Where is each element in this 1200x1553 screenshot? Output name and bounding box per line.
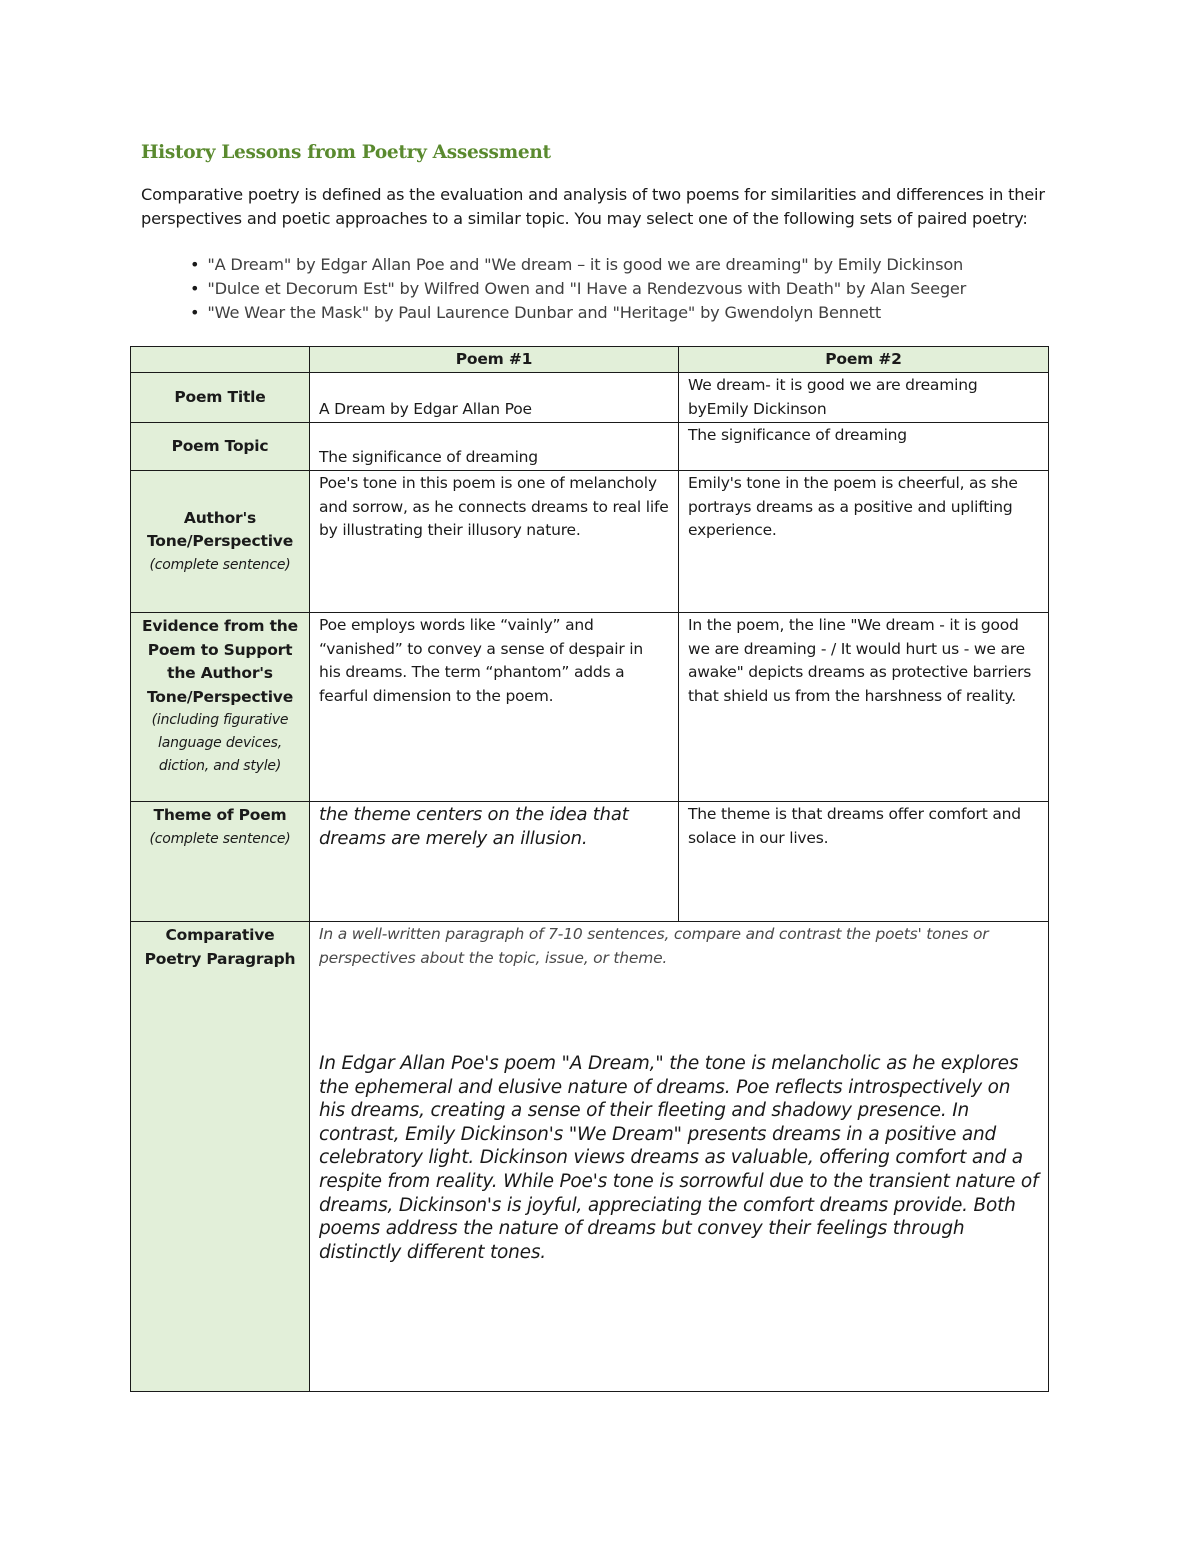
- poem1-evidence-cell[interactable]: Poe employs words like “vainly” and “vanished” to convey a sense of despair in his dreams. The term “phantom” adds a fearful dimension to the poem.: [310, 613, 679, 802]
- table-row: [131, 613, 1049, 802]
- poem2-tone-cell[interactable]: Emily's tone in the poem is cheerful, as she portrays dreams as a positive and uplifting experience.: [679, 471, 1049, 613]
- table-row: [131, 373, 1049, 423]
- list-item: • "A Dream" by Edgar Allan Poe and "We dream – it is good we are dreaming" by Emily Dickinson: [190, 253, 966, 277]
- poem1-topic-cell[interactable]: The significance of dreaming: [310, 423, 679, 471]
- row-label-theme-hint: (complete sentence): [149, 830, 291, 847]
- list-item: • "We Wear the Mask" by Paul Laurence Dunbar and "Heritage" by Gwendolyn Bennett: [190, 301, 966, 325]
- poem2-title-cell[interactable]: We dream- it is good we are dreaming byEmily Dickinson: [679, 373, 1049, 423]
- comparison-table: [130, 346, 1049, 1392]
- poem1-title-cell[interactable]: A Dream by Edgar Allan Poe: [310, 373, 679, 423]
- table-row: [131, 471, 1049, 613]
- poem1-tone-cell[interactable]: Poe's tone in this poem is one of melancholy and sorrow, as he connects dreams to real life by illustrating their illusory nature.: [310, 471, 679, 613]
- poem-pair-list: [190, 253, 966, 325]
- row-label-tone: Author's Tone/Perspective (complete sentence): [131, 471, 310, 613]
- page-title: History Lessons from Poetry Assessment: [141, 142, 551, 163]
- row-label-evidence-hint: (including figurative language devices, diction, and style): [151, 712, 289, 774]
- poem2-header: Poem #2: [679, 347, 1049, 373]
- poem2-theme-cell[interactable]: The theme is that dreams offer comfort and solace in our lives.: [679, 802, 1049, 922]
- list-item: • "Dulce et Decorum Est" by Wilfred Owen and "I Have a Rendezvous with Death" by Alan Seeger: [190, 277, 966, 301]
- table-row: [131, 423, 1049, 471]
- table-row: [131, 802, 1049, 922]
- row-label-title: Poem Title: [131, 373, 310, 423]
- corner-cell: [131, 347, 310, 373]
- paragraph-answer[interactable]: In Edgar Allan Poe's poem "A Dream," the tone is melancholic as he explores the ephemeral and elusive nature of dreams. Poe reflects introspectively on his dreams, creating a sense of their fleeting and shadowy presence. In contrast, Emily Dickinson's "We Dream" presents dreams in a positive and celebratory light. Dickinson views dreams as valuable, offering comfort and a respite from reality. While Poe's tone is sorrowful due to the transient nature of dreams, Dickinson's is joyful, appreciating the comfort dreams provide. Both poems address the nature of dreams but convey their feelings through distinctly different tones.: [319, 1053, 1039, 1263]
- row-label-paragraph: Comparative Poetry Paragraph: [131, 922, 310, 1392]
- header-row: [131, 347, 1049, 373]
- intro-paragraph: Comparative poetry is defined as the evaluation and analysis of two poems for similarities and differences in their perspectives and poetic approaches to a similar topic. You may select one of the following sets of paired poetry:: [141, 185, 1045, 228]
- poem2-evidence-cell[interactable]: In the poem, the line "We dream - it is good we are dreaming - / It would hurt us - we are awake" depicts dreams as protective barriers that shield us from the harshness of reality.: [679, 613, 1049, 802]
- poem1-header: Poem #1: [310, 347, 679, 373]
- poem1-theme-cell[interactable]: the theme centers on the idea that dreams are merely an illusion.: [310, 802, 679, 922]
- table-row: [131, 922, 1049, 1392]
- row-label-topic: Poem Topic: [131, 423, 310, 471]
- row-label-evidence: Evidence from the Poem to Support the Author's Tone/Perspective (including figurative language devices, diction, and style): [131, 613, 310, 802]
- row-label-tone-hint: (complete sentence): [149, 556, 291, 573]
- row-label-theme: Theme of Poem (complete sentence): [131, 802, 310, 922]
- poem2-topic-cell[interactable]: The significance of dreaming: [679, 423, 1049, 471]
- paragraph-cell[interactable]: [310, 922, 1049, 1392]
- paragraph-prompt: In a well-written paragraph of 7-10 sentences, compare and contrast the poets' tones or perspectives about the topic, issue, or theme.: [319, 925, 989, 967]
